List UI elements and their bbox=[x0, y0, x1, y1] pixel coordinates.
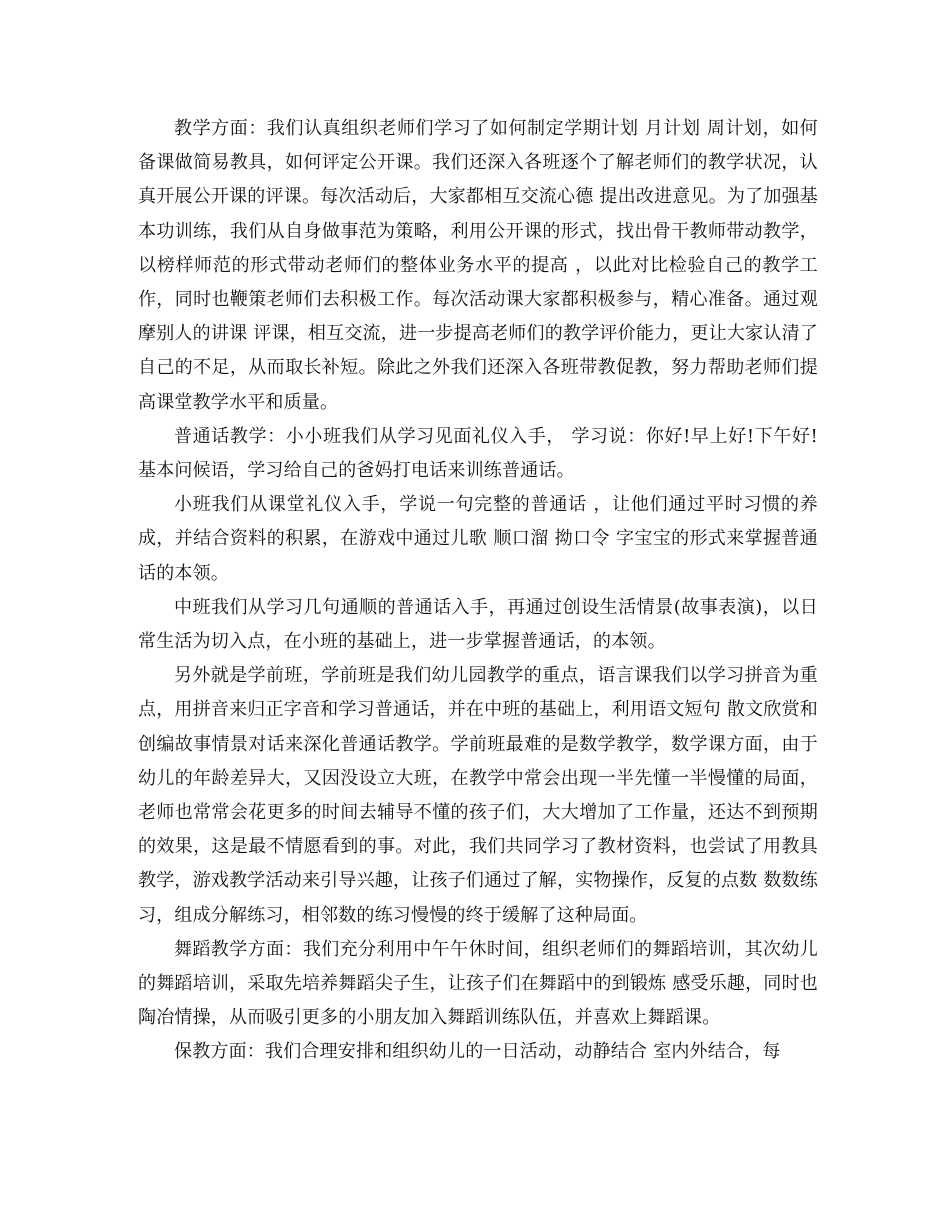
paragraph-small-class: 小班我们从课堂礼仪入手，学说一句完整的普通话 ，让他们通过平时习惯的养成，并结合资料的积累，在游戏中通过儿歌 顺口溜 拗口令 字宝宝的形式来掌握普通话的本领。 bbox=[138, 494, 818, 584]
paragraph-care-education: 保教方面：我们合理安排和组织幼儿的一日活动，动静结合 室内外结合，每 bbox=[174, 1041, 781, 1063]
paragraph-middle-class: 中班我们从学习几句通顺的普通话入手，再通过创设生活情景(故事表演)，以日常生活为切入点，在小班的基础上，进一步掌握普通话，的本领。 bbox=[138, 596, 818, 653]
paragraph-mandarin-teaching: 普通话教学：小小班我们从学习见面礼仪入手， 学习说：你好!早上好!下午好!基本问候语，学习给自己的爸妈打电话来训练普通话。 bbox=[138, 425, 818, 482]
paragraph-preschool-class: 另外就是学前班，学前班是我们幼儿园教学的重点，语言课我们以学习拼音为重点，用拼音来归正字音和学习普通话，并在中班的基础上，利用语文短句 散文欣赏和创编故事情景对话来深化普通话教学。学前班最难的是数学教学，数学课方面，由于幼儿的年龄差异大，又因没设立大班，在教学中常会出现一半先懂一半慢懂的局面，老师也常常会花更多的时间去辅导不懂的孩子们，大大增加了工作量，还达不到预期的效果，这是最不情愿看到的事。对此，我们共同学习了教材资料，也尝试了用教具教学，游戏教学活动来引导兴趣，让孩子们通过了解，实物操作，反复的点数 数数练习，组成分解练习，相邻数的练习慢慢的终于缓解了这种局面。 bbox=[138, 665, 818, 926]
document-body bbox=[138, 112, 818, 1070]
paragraph-dance-teaching: 舞蹈教学方面：我们充分利用中午午休时间，组织老师们的舞蹈培训，其次幼儿的舞蹈培训，采取先培养舞蹈尖子生，让孩子们在舞蹈中的到锻炼 感受乐趣，同时也陶冶情操，从而吸引更多的小朋友加入舞蹈训练队伍，并喜欢上舞蹈课。 bbox=[138, 938, 818, 1029]
paragraph-teaching: 教学方面：我们认真组织老师们学习了如何制定学期计划 月计划 周计划，如何备课做简易教具，如何评定公开课。我们还深入各班逐个了解老师们的教学状况，认真开展公开课的评课。每次活动后，大家都相互交流心德 提出改进意见。为了加强基本功训练，我们从自身做事范为策略，利用公开课的形式，找出骨干教师带动教学，以榜样师范的形式带动老师们的整体业务水平的提高 ，以此对比检验自己的教学工作，同时也鞭策老师们去积极工作。每次活动课大家都积极参与，精心准备。通过观摩别人的讲课 评课，相互交流，进一步提高老师们的教学评价能力，更让大家认清了自己的不足，从而取长补短。除此之外我们还深入各班带教促教，努力帮助老师们提高课堂教学水平和质量。 bbox=[138, 118, 818, 413]
